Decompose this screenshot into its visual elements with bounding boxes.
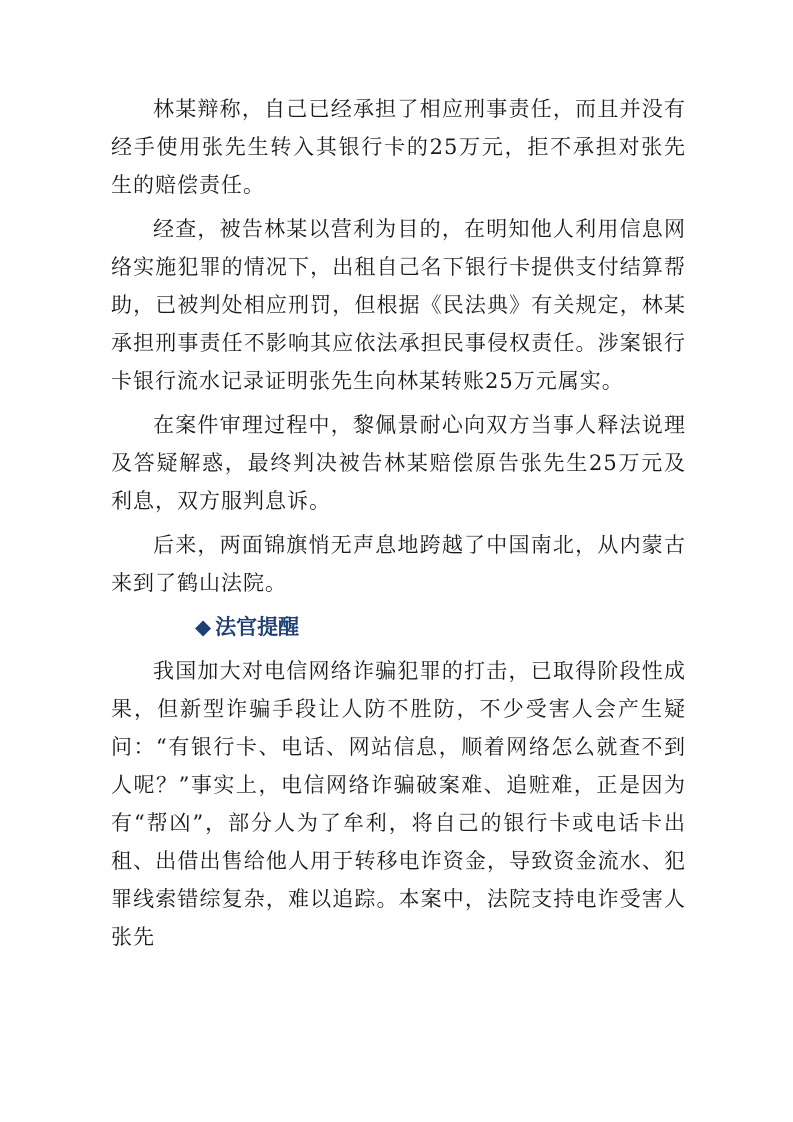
- paragraph-trial-process: 在案件审理过程中，黎佩景耐心向双方当事人释法说理及答疑解惑，最终判决被告林某赔偿原告张先生25万元及利息，双方服判息诉。: [111, 413, 686, 513]
- section-heading-judge-reminder: [111, 608, 686, 646]
- paragraph-reminder: 我国加大对电信网络诈骗犯罪的打击，已取得阶段性成果，但新型诈骗手段让人防不胜防，不少受害人会产生疑问：“有银行卡、电话、网站信息，顺着网络怎么就查不到人呢？”事实上，电信网络诈骗破案难、追赃难，正是因为有“帮凶”，部分人为了牟利，将自己的银行卡或电话卡出租、出借出售给他人用于转移电诈资金，导致资金流水、犯罪线索错综复杂，难以追踪。本案中，法院支持电诈受害人张先: [111, 659, 686, 949]
- document-body: [111, 90, 686, 962]
- section-heading-text: 法官提醒: [215, 615, 300, 639]
- paragraph-banners: 后来，两面锦旗悄无声息地跨越了中国南北，从内蒙古来到了鹤山法院。: [111, 533, 686, 595]
- paragraph-defendant-claim: 林某辩称，自己已经承担了相应刑事责任，而且并没有经手使用张先生转入其银行卡的25万元，拒不承担对张先生的赔偿责任。: [111, 97, 686, 197]
- diamond-icon: ◆: [195, 615, 212, 639]
- paragraph-investigation: 经查，被告林某以营利为目的，在明知他人利用信息网络实施犯罪的情况下，出租自己名下银行卡提供支付结算帮助，已被判处相应刑罚，但根据《民法典》有关规定，林某承担刑事责任不影响其应依法承担民事侵权责任。涉案银行卡银行流水记录证明张先生向林某转账25万元属实。: [111, 217, 686, 393]
